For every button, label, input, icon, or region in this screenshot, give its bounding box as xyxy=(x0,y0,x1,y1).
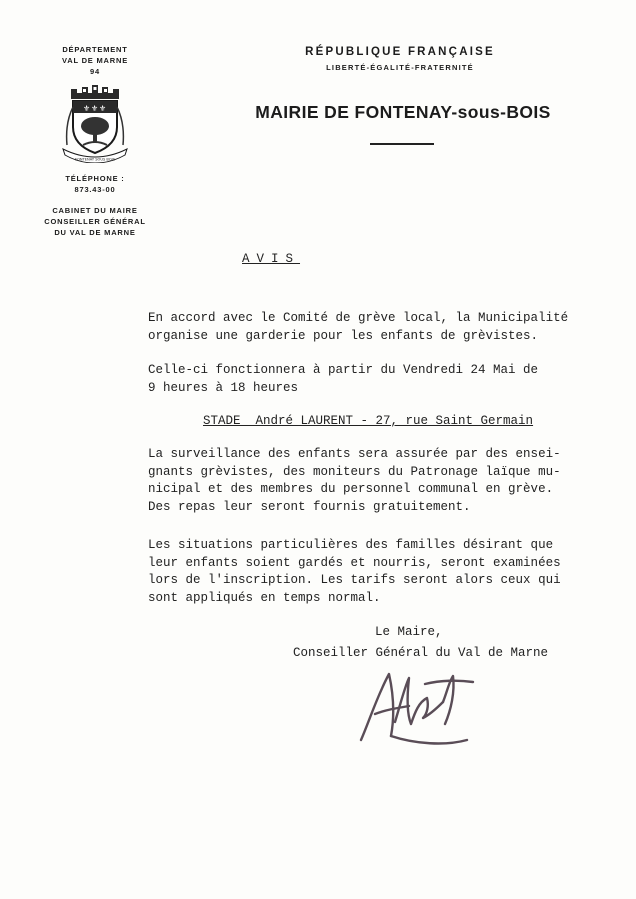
location-line xyxy=(203,413,533,431)
text-line: leur enfants soient gardés et nourris, seront examinées xyxy=(148,555,561,570)
svg-text:⚜: ⚜ xyxy=(91,104,99,113)
cabinet-label: CABINET DU MAIRE xyxy=(52,206,138,215)
mairie-heading: MAIRIE DE FONTENAY-sous-BOIS xyxy=(255,102,551,122)
text-line: Les situations particulières des familles désirant que xyxy=(148,538,554,552)
du-val-label: DU VAL DE MARNE xyxy=(54,228,136,237)
heading-divider xyxy=(370,143,434,145)
paragraph-4 xyxy=(148,537,561,607)
text-line: La surveillance des enfants sera assurée par des ensei- xyxy=(148,447,561,461)
text-line: sont appliqués en temps normal. xyxy=(148,590,381,605)
svg-text:⚜: ⚜ xyxy=(83,104,91,113)
paragraph-2 xyxy=(148,362,538,397)
telephone-number: 873.43-00 xyxy=(74,185,116,194)
department-number: 94 xyxy=(90,67,100,76)
notice-title: AVIS xyxy=(242,252,301,266)
text-line: En accord avec le Comité de grève local, la Municipalité xyxy=(148,311,569,325)
signatory-role: Conseiller Général du Val de Marne xyxy=(293,646,549,660)
paragraph-1 xyxy=(148,310,568,345)
republic-motto: LIBERTÉ-ÉGALITÉ-FRATERNITÉ xyxy=(326,63,474,72)
text-line: gnants grèvistes, des moniteurs du Patronage laïque mu- xyxy=(148,464,561,479)
signatory-title: Le Maire, xyxy=(375,625,443,639)
letterhead-right xyxy=(250,46,550,72)
departement-label: DÉPARTEMENT xyxy=(62,45,128,54)
telephone-label: TÉLÉPHONE : xyxy=(65,174,125,183)
paragraph-3 xyxy=(148,446,561,516)
handwritten-signature-icon xyxy=(355,662,485,752)
val-de-marne-label: VAL DE MARNE xyxy=(62,56,128,65)
conseiller-label: CONSEILLER GÉNÉRAL xyxy=(44,217,146,226)
text-line: lors de l'inscription. Les tarifs seront alors ceux qui xyxy=(148,573,561,587)
coat-of-arms-icon xyxy=(59,83,131,163)
letterhead-left xyxy=(30,44,160,238)
location-text: STADE André LAURENT - 27, rue Saint Germain xyxy=(203,414,534,428)
text-line: Des repas leur seront fournis gratuitement. xyxy=(148,499,471,514)
coat-of-arms-motto: FONTENAY SOUS BOIS xyxy=(75,157,115,162)
text-line: organise une garderie pour les enfants de grèvistes. xyxy=(148,328,539,343)
republique-heading: RÉPUBLIQUE FRANÇAISE xyxy=(305,46,495,58)
text-line: Celle-ci fonctionnera à partir du Vendredi 24 Mai de xyxy=(148,363,539,377)
text-line: 9 heures à 18 heures xyxy=(148,380,299,395)
svg-text:⚜: ⚜ xyxy=(99,104,107,113)
text-line: nicipal et des membres du personnel communal en grève. xyxy=(148,482,554,496)
